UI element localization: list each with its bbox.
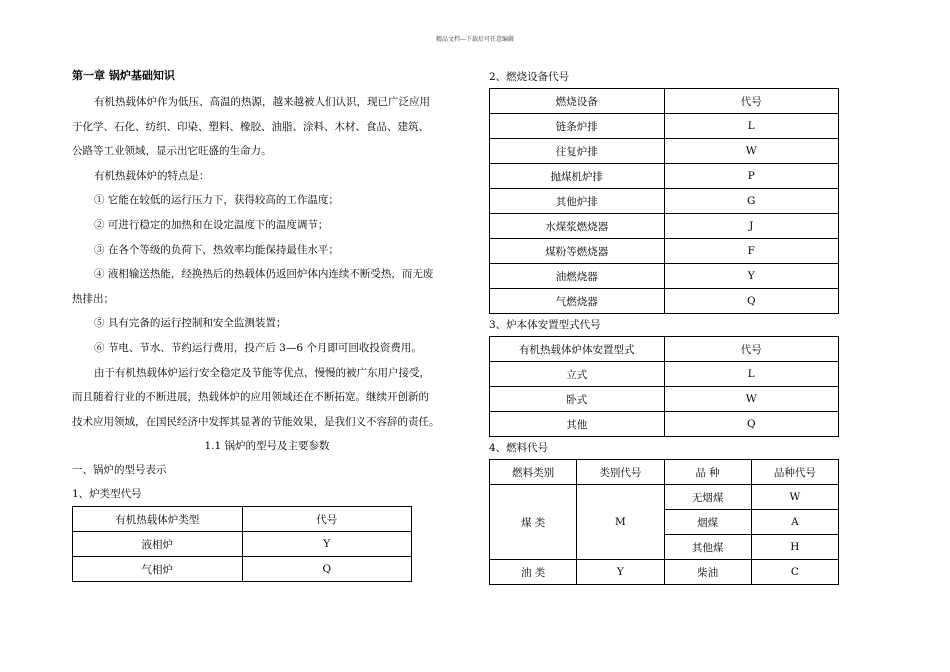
feature-item: ② 可进行稳定的加热和在设定温度下的温度调节； xyxy=(94,218,329,231)
right-column xyxy=(489,66,839,585)
table-header-cell: 代号 xyxy=(664,337,839,362)
table-row xyxy=(490,139,839,164)
table-cell: 气相炉 xyxy=(73,557,243,582)
table-cell: 气燃烧器 xyxy=(490,289,665,314)
intro-line: 于化学、石化、纺织、印染、塑料、橡胶、油脂、涂料、木材、食品、建筑、 xyxy=(72,120,429,133)
table2-label: 2、燃烧设备代号 xyxy=(489,71,570,83)
table-cell: 油燃烧器 xyxy=(490,264,665,289)
table-row xyxy=(490,114,839,139)
table-cell: 其他 xyxy=(490,412,665,437)
table3-label: 3、炉本体安置型式代号 xyxy=(489,319,601,331)
table-cell: Q xyxy=(242,557,412,582)
table-row xyxy=(490,214,839,239)
table-cell: J xyxy=(664,214,839,239)
table1-label: 1、炉类型代号 xyxy=(72,488,142,501)
table-header-cell: 燃烧设备 xyxy=(490,89,665,114)
feature-item: ③ 在各个等级的负荷下，热效率均能保持最佳水平； xyxy=(94,243,339,256)
fuel-category-cell: 煤 类 xyxy=(490,485,577,560)
table4-label: 4、燃料代号 xyxy=(489,442,549,454)
features-intro: 有机热载体炉的特点是： xyxy=(94,169,210,182)
table-cell: 其他炉排 xyxy=(490,189,665,214)
table-header-row xyxy=(490,337,839,362)
table-cell: 卧式 xyxy=(490,387,665,412)
table-cell: C xyxy=(751,560,838,585)
category-code-cell: Y xyxy=(577,560,664,585)
fuel-code-table xyxy=(489,459,839,585)
table-cell: W xyxy=(751,485,838,510)
table-row xyxy=(490,264,839,289)
furnace-type-table xyxy=(72,506,412,582)
feature-item: ① 它能在较低的运行压力下，获得较高的工作温度； xyxy=(94,194,339,207)
table-header-cell: 有机热载体炉体安置型式 xyxy=(490,337,665,362)
table-cell: Y xyxy=(242,532,412,557)
table-row xyxy=(490,189,839,214)
table-cell: A xyxy=(751,510,838,535)
table-row xyxy=(490,412,839,437)
table-header-row xyxy=(490,89,839,114)
table-header-row xyxy=(490,460,839,485)
table-cell: G xyxy=(664,189,839,214)
table-cell: H xyxy=(751,535,838,560)
table-cell: 立式 xyxy=(490,362,665,387)
table-row xyxy=(490,560,839,585)
category-code-cell: M xyxy=(577,485,664,560)
table-row xyxy=(73,532,412,557)
table-row xyxy=(490,239,839,264)
fuel-category-cell: 油 类 xyxy=(490,560,577,585)
table-header-cell: 燃料类别 xyxy=(490,460,577,485)
table-cell: 液相炉 xyxy=(73,532,243,557)
feature-item: 热排出； xyxy=(72,292,114,305)
table-cell: 烟煤 xyxy=(664,510,751,535)
table-row xyxy=(490,289,839,314)
table-row xyxy=(490,362,839,387)
subsection-title: 一、锅炉的型号表示 xyxy=(72,464,167,477)
table-cell: P xyxy=(664,164,839,189)
table-header-cell: 代号 xyxy=(242,507,412,532)
table-cell: 抛煤机炉排 xyxy=(490,164,665,189)
table-cell: Q xyxy=(664,412,839,437)
table-cell: 往复炉排 xyxy=(490,139,665,164)
table-header-cell: 代号 xyxy=(664,89,839,114)
page-header: 精品文档---下载后可任意编辑 xyxy=(435,36,515,43)
table-row xyxy=(490,485,839,510)
table-cell: Y xyxy=(664,264,839,289)
table-header-cell: 品种代号 xyxy=(751,460,838,485)
table-row xyxy=(490,387,839,412)
table-cell: F xyxy=(664,239,839,264)
summary-line: 技术应用领域，在国民经济中发挥其显著的节能效果，是我们义不容辞的责任。 xyxy=(72,415,440,428)
table-row xyxy=(73,557,412,582)
combustion-equipment-table xyxy=(489,88,839,314)
feature-item: ④ 液相输送热能，经换热后的热载体仍返回炉体内连续不断受热，而无废 xyxy=(94,268,434,281)
intro-line: 有机热载体炉作为低压、高温的热源，越来越被人们认识，现已广泛应用 xyxy=(94,96,430,108)
table-header-row xyxy=(73,507,412,532)
table-row xyxy=(490,164,839,189)
table-cell: 其他煤 xyxy=(664,535,751,560)
intro-line: 公路等工业领域，显示出它旺盛的生命力。 xyxy=(72,145,272,158)
table-cell: 水煤浆燃烧器 xyxy=(490,214,665,239)
chapter-title: 第一章 锅炉基础知识 xyxy=(72,69,175,82)
table-cell: 煤粉等燃烧器 xyxy=(490,239,665,264)
table-cell: 柴油 xyxy=(664,560,751,585)
table-cell: Q xyxy=(664,289,839,314)
feature-item: ⑥ 节电、节水、节约运行费用，投产后 3—6 个月即可回收投资费用。 xyxy=(94,341,422,354)
summary-line: 由于有机热载体炉运行安全稳定及节能等优点，慢慢的被广东用户接受， xyxy=(94,366,430,379)
installation-type-table xyxy=(489,336,839,437)
left-column xyxy=(72,66,462,582)
table-cell: 链条炉排 xyxy=(490,114,665,139)
table-cell: L xyxy=(664,114,839,139)
section-title: 1.1 锅炉的型号及主要参数 xyxy=(204,440,330,453)
table-cell: 无烟煤 xyxy=(664,485,751,510)
table-cell: W xyxy=(664,139,839,164)
table-header-cell: 类别代号 xyxy=(577,460,664,485)
feature-item: ⑤ 具有完备的运行控制和安全监测装置； xyxy=(94,317,287,330)
table-cell: W xyxy=(664,387,839,412)
table-header-cell: 有机热载体炉类型 xyxy=(73,507,243,532)
table-header-cell: 品 种 xyxy=(664,460,751,485)
summary-line: 而且随着行业的不断进展，热载体炉的应用领域还在不断拓宽。继续开创新的 xyxy=(72,391,429,404)
table-cell: L xyxy=(664,362,839,387)
